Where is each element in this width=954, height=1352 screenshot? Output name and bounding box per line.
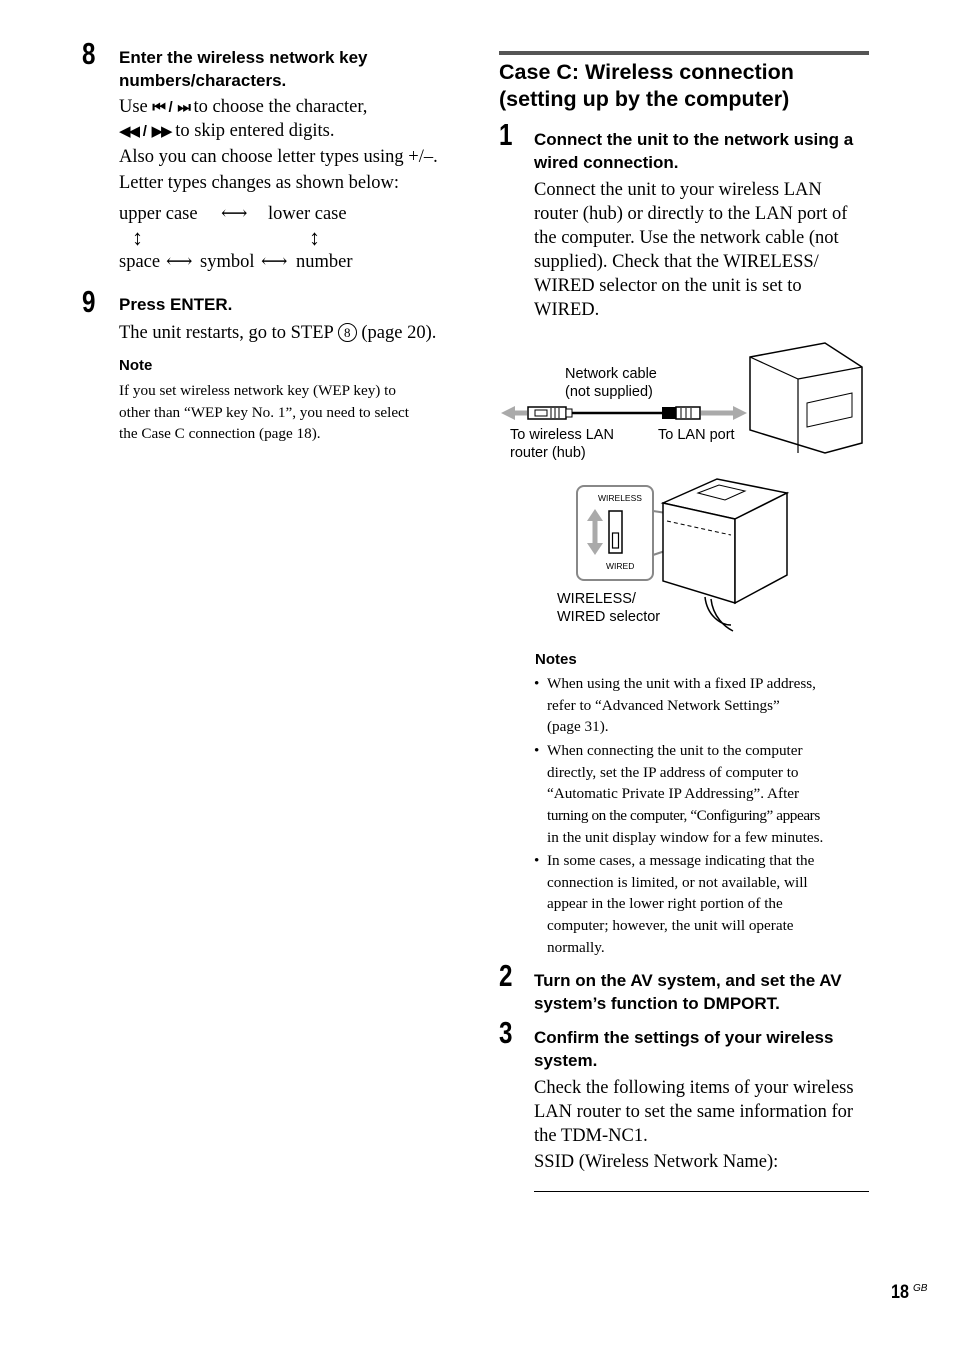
- note-item-line: in the unit display window for a few minutes.: [547, 828, 824, 846]
- cycle-space: space: [119, 252, 161, 272]
- step-8-skip-line: [119, 119, 335, 144]
- step-9-text-suffix: (page 20).: [361, 323, 437, 343]
- note-item-line: When connecting the unit to the computer: [547, 742, 803, 759]
- step-2-heading-line-2: system’s function to DMPORT.: [534, 994, 780, 1013]
- step-1-line: router (hub) or directly to the LAN port of: [534, 204, 848, 224]
- note-item-line: computer; however, the unit will operate: [547, 917, 794, 935]
- step-8-use-line: [119, 95, 367, 120]
- next-track-icon: ⏭: [177, 99, 189, 116]
- bullet-icon: •: [534, 852, 540, 869]
- step-1-line: supplied). Check that the WIRELESS/: [534, 252, 819, 272]
- network-cable-label-line-1: Network cable: [565, 366, 657, 382]
- step-3-line: LAN router to set the same information for: [534, 1102, 854, 1122]
- cycle-arrow-symbol-number: ⟷: [261, 252, 288, 272]
- note-item-line: “Automatic Private IP Addressing”. After: [547, 785, 800, 803]
- section-title-line-2: (setting up by the computer): [499, 87, 790, 111]
- step-9-text-prefix: The unit restarts, go to STEP: [119, 323, 334, 343]
- letter-type-line-1: Also you can choose letter types using +/–.: [119, 147, 438, 167]
- rewind-icon: ◀◀: [119, 123, 139, 140]
- note-item-line: (page 31).: [547, 718, 609, 736]
- note-item: [534, 673, 869, 738]
- note-line-3: the Case C connection (page 18).: [119, 425, 321, 443]
- step-2-heading: [534, 969, 842, 1015]
- section-title: [499, 59, 794, 113]
- notes-title: Notes: [535, 651, 577, 668]
- use-prefix: Use: [119, 97, 148, 117]
- ssid-label: SSID (Wireless Network Name):: [534, 1152, 779, 1172]
- lan-port-direction-arrow: [701, 406, 747, 420]
- step-3-number: 3: [499, 1015, 513, 1050]
- step-2-heading-line-1: Turn on the AV system, and set the AV: [534, 971, 842, 990]
- step-3-heading-line-1: Confirm the settings of your wireless: [534, 1028, 834, 1047]
- step-8-heading-line-1: Enter the wireless network key: [119, 48, 368, 67]
- cycle-upper-case: upper case: [119, 204, 198, 224]
- cycle-number: number: [296, 252, 353, 272]
- step-2-number: 2: [499, 958, 513, 993]
- step-1-heading-line-1: Connect the unit to the network using a: [534, 130, 854, 149]
- page-region-suffix: GB: [913, 1283, 928, 1294]
- step-8-heading: [119, 46, 368, 92]
- note-item-line: appear in the lower right portion of the: [547, 895, 783, 913]
- note-item-line: In some cases, a message indicating that the: [547, 852, 815, 869]
- fast-forward-icon: ▶▶: [151, 123, 171, 140]
- step-1-line: Connect the unit to your wireless LAN: [534, 180, 822, 200]
- router-label: [510, 426, 614, 462]
- step-9-number: 9: [82, 284, 96, 319]
- cycle-arrow-upper-lower: ⟷: [221, 204, 248, 224]
- unit-illustration: [663, 479, 787, 631]
- note-line-1: If you set wireless network key (WEP key) to: [119, 382, 396, 399]
- note-item-line: turning on the computer, “Configuring” appears: [547, 807, 820, 825]
- network-cable-label: [565, 365, 657, 401]
- note-item: [534, 850, 869, 959]
- network-cable-label-line-2: (not supplied): [565, 384, 653, 400]
- page-number: 18: [891, 1282, 909, 1303]
- step-8-number: 8: [82, 36, 96, 71]
- step-1-line: WIRED.: [534, 300, 600, 320]
- step-1-body: [534, 178, 847, 322]
- left-cable-connector: [528, 407, 572, 419]
- switch-wireless-label: WIRELESS: [598, 493, 642, 503]
- step-reference-badge: 8: [338, 323, 357, 342]
- bullet-icon: •: [534, 742, 540, 759]
- section-title-line-1: Case C: Wireless connection: [499, 60, 794, 84]
- step-1-heading-line-2: wired connection.: [534, 153, 679, 172]
- computer-illustration: [750, 343, 862, 453]
- note-title: Note: [119, 357, 153, 374]
- switch-wired-label: WIRED: [606, 561, 635, 571]
- skip-suffix: to skip entered digits.: [175, 121, 335, 141]
- step-8-heading-line-2: numbers/characters.: [119, 71, 287, 90]
- router-label-line-2: router (hub): [510, 445, 586, 461]
- selector-label-line-2: WIRED selector: [557, 609, 661, 625]
- connection-diagram: [495, 335, 875, 635]
- step-1-heading: [534, 128, 853, 174]
- note-item-line: When using the unit with a fixed IP address,: [547, 675, 816, 692]
- previous-track-icon: ⏮: [152, 99, 164, 116]
- step-9-text: [119, 321, 436, 345]
- cycle-arrow-lower-number: ↕: [309, 225, 320, 250]
- note-line-2: other than “WEP key No. 1”, you need to select: [119, 403, 410, 421]
- step-3-heading-line-2: system.: [534, 1051, 598, 1070]
- cycle-arrow-upper-space: ↕: [132, 225, 143, 250]
- cycle-symbol: symbol: [200, 252, 255, 272]
- note-item-line: directly, set the IP address of computer to: [547, 763, 799, 781]
- step-1-line: WIRED selector on the unit is set to: [534, 276, 802, 296]
- slash-separator: /: [142, 123, 147, 140]
- note-item-line: normally.: [547, 938, 605, 956]
- router-direction-arrow: [501, 406, 527, 420]
- step-1-line: the computer. Use the network cable (not: [534, 228, 839, 248]
- cycle-lower-case: lower case: [268, 204, 347, 224]
- step-3-heading: [534, 1026, 833, 1072]
- lan-port-label: To LAN port: [658, 427, 735, 443]
- selector-label: [557, 590, 660, 626]
- step-3-line: Check the following items of your wireless: [534, 1078, 854, 1098]
- use-suffix: to choose the character,: [193, 97, 368, 117]
- note-text: [119, 380, 409, 445]
- slash-separator: /: [168, 99, 173, 116]
- step-9-heading: Press ENTER.: [119, 295, 233, 314]
- ssid-write-in-line: [534, 1191, 869, 1192]
- selector-label-line-1: WIRELESS/: [557, 591, 636, 607]
- cycle-arrow-space-symbol: ⟷: [166, 252, 193, 272]
- step-3-line: the TDM-NC1.: [534, 1126, 648, 1146]
- bullet-icon: •: [534, 675, 540, 692]
- section-rule: [499, 51, 869, 55]
- note-item-line: connection is limited, or not available, will: [547, 873, 808, 891]
- letter-type-line-2: Letter types changes as shown below:: [119, 173, 399, 193]
- router-label-line-1: To wireless LAN: [510, 427, 614, 443]
- step-3-body: [534, 1076, 854, 1148]
- right-cable-connector: [662, 407, 700, 419]
- note-item: [534, 740, 869, 849]
- step-1-number: 1: [499, 117, 513, 152]
- note-item-line: refer to “Advanced Network Settings”: [547, 696, 780, 714]
